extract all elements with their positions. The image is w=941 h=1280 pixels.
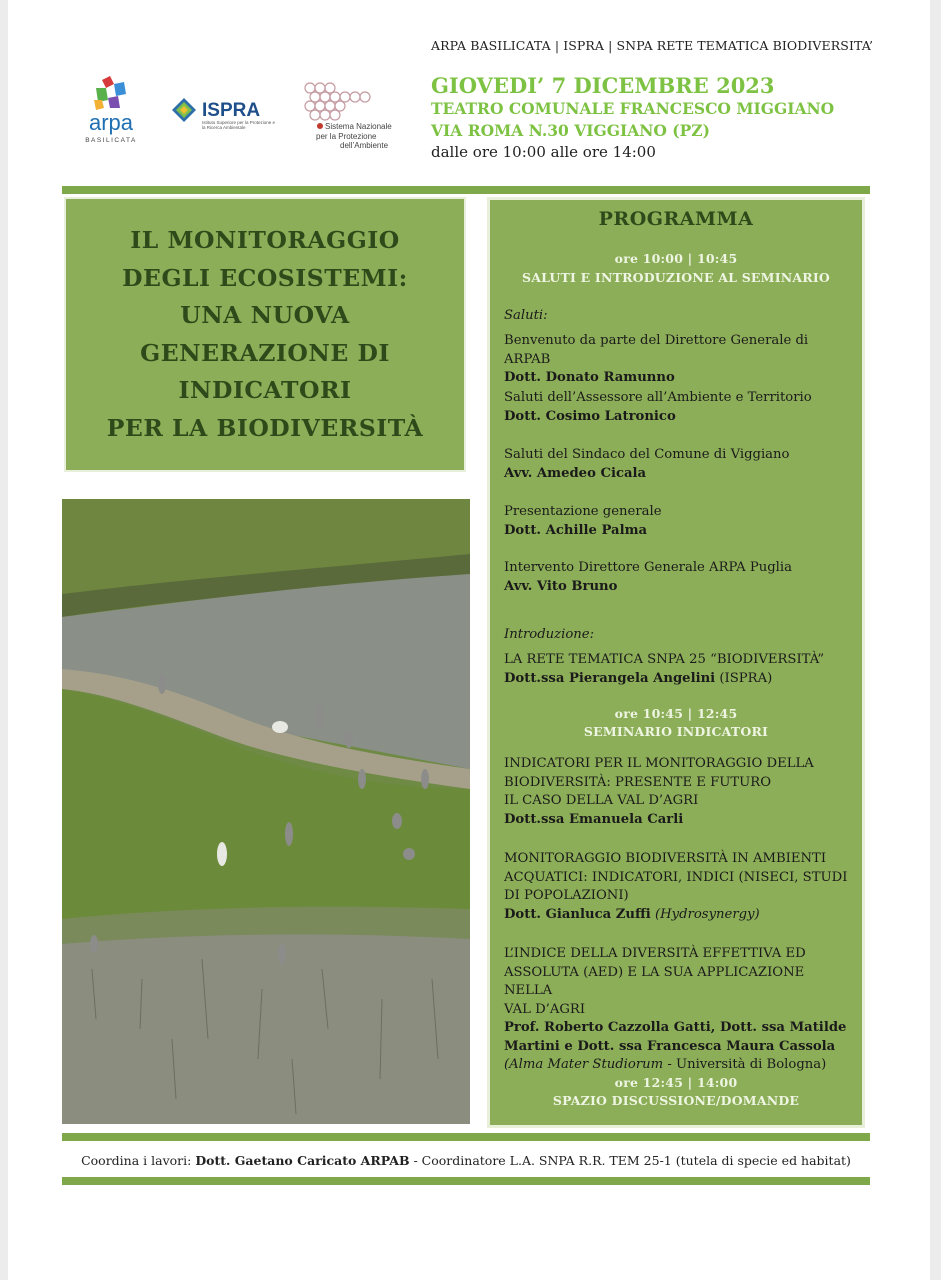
poster-page xyxy=(8,0,930,1280)
agenda-item-benvenuto: Benvenuto da parte del Direttore Generale di ARPAB Dott. Donato Ramunno xyxy=(504,333,809,385)
agenda-item-indice-aed: L’INDICE DELLA DIVERSITÀ EFFETTIVA ED ASSOLUTA (AED) E LA SUA APPLICAZIONE NELLA VAL D’AGRI Prof. Roberto Cazzolla Gatti, Dott. ssa Matilde Martini e Dott. ssa Francesca Maura Cassola (Alma Mater Studiorum - Università di Bologna) xyxy=(504,946,847,1072)
agenda-item-assessore: Saluti dell’Assessore all’Ambiente e Territorio Dott. Cosimo Latronico xyxy=(504,390,812,424)
svg-text:per la Protezione: per la Protezione xyxy=(316,132,377,141)
agenda-item-indicatori: INDICATORI PER IL MONITORAGGIO DELLA BIODIVERSITÀ: PRESENTE E FUTURO IL CASO DELLA VAL D’AGRI Dott.ssa Emanuela Carli xyxy=(504,756,814,827)
wetland-herons-photo xyxy=(62,499,470,1124)
middle-divider-bar xyxy=(62,1133,870,1141)
coordinator-line: Coordina i lavori: Dott. Gaetano Caricato ARPAB - Coordinatore L.A. SNPA R.R. TEM 25-1 (tutela di specie ed habitat) xyxy=(81,1153,851,1168)
svg-text:ISPRA: ISPRA xyxy=(202,100,261,121)
venue-address: VIA ROMA N.30 VIGGIANO (PZ) xyxy=(431,121,710,140)
seminar-title-box xyxy=(64,197,466,472)
ispra-logo-icon: ISPRA Istituto Superiore per la Protezione e la Ricerca Ambientale xyxy=(168,92,280,142)
slot3-title: SPAZIO DISCUSSIONE/DOMANDE xyxy=(552,1093,800,1108)
svg-text:dell’Ambiente: dell’Ambiente xyxy=(340,141,389,150)
introduzione-label: Introduzione: xyxy=(504,627,595,642)
agenda-item-rete-tematica: LA RETE TEMATICA SNPA 25 “BIODIVERSITÀ” Dott.ssa Pierangela Angelini (ISPRA) xyxy=(504,652,825,686)
snpa-logo xyxy=(300,78,420,158)
agenda-item-arpa-puglia: Intervento Direttore Generale ARPA Puglia Avv. Vito Bruno xyxy=(504,560,792,594)
programma-heading: PROGRAMMA xyxy=(598,208,754,230)
snpa-logo-icon xyxy=(300,78,420,158)
arpa-logo xyxy=(66,72,156,152)
venue-name: TEATRO COMUNALE FRANCESCO MIGGIANO xyxy=(431,99,835,118)
wetland-photo-image xyxy=(62,499,470,1124)
seminar-title: IL MONITORAGGIO DEGLI ECOSISTEMI: UNA NUOVA GENERAZIONE DI INDICATORI PER LA BIODIVERSITÀ xyxy=(106,226,424,442)
programma-panel xyxy=(487,197,865,1128)
slot1-title: SALUTI E INTRODUZIONE AL SEMINARIO xyxy=(522,270,830,285)
svg-text:BASILICATA: BASILICATA xyxy=(85,137,137,144)
svg-text:Sistema Nazionale: Sistema Nazionale xyxy=(325,122,392,131)
event-date: GIOVEDI’ 7 DICEMBRE 2023 xyxy=(431,73,775,98)
agenda-item-presentazione: Presentazione generale Dott. Achille Palma xyxy=(504,504,662,538)
event-hours: dalle ore 10:00 alle ore 14:00 xyxy=(431,143,656,161)
bottom-divider-bar xyxy=(62,1177,870,1185)
slot2-time: ore 10:45 | 12:45 xyxy=(614,706,738,721)
top-divider-bar xyxy=(62,186,870,194)
slot1-time: ore 10:00 | 10:45 xyxy=(614,251,738,266)
organizations-line: ARPA BASILICATA | ISPRA | SNPA RETE TEMATICA BIODIVERSITA’ xyxy=(431,38,874,53)
saluti-label: Saluti: xyxy=(504,308,548,323)
ispra-logo xyxy=(168,92,280,142)
agenda-item-sindaco: Saluti del Sindaco del Comune di Viggiano Avv. Amedeo Cicala xyxy=(504,447,790,481)
agenda-item-ambienti-acquatici: MONITORAGGIO BIODIVERSITÀ IN AMBIENTI ACQUATICI: INDICATORI, INDICI (NISECI, STUDI DI POPOLAZIONI) Dott. Gianluca Zuffi (Hydrosynergy) xyxy=(504,851,848,922)
arpa-logo-icon xyxy=(66,72,156,152)
svg-text:arpa: arpa xyxy=(88,110,134,135)
slot2-title: SEMINARIO INDICATORI xyxy=(583,724,769,739)
slot3-time: ore 12:45 | 14:00 xyxy=(614,1075,738,1090)
